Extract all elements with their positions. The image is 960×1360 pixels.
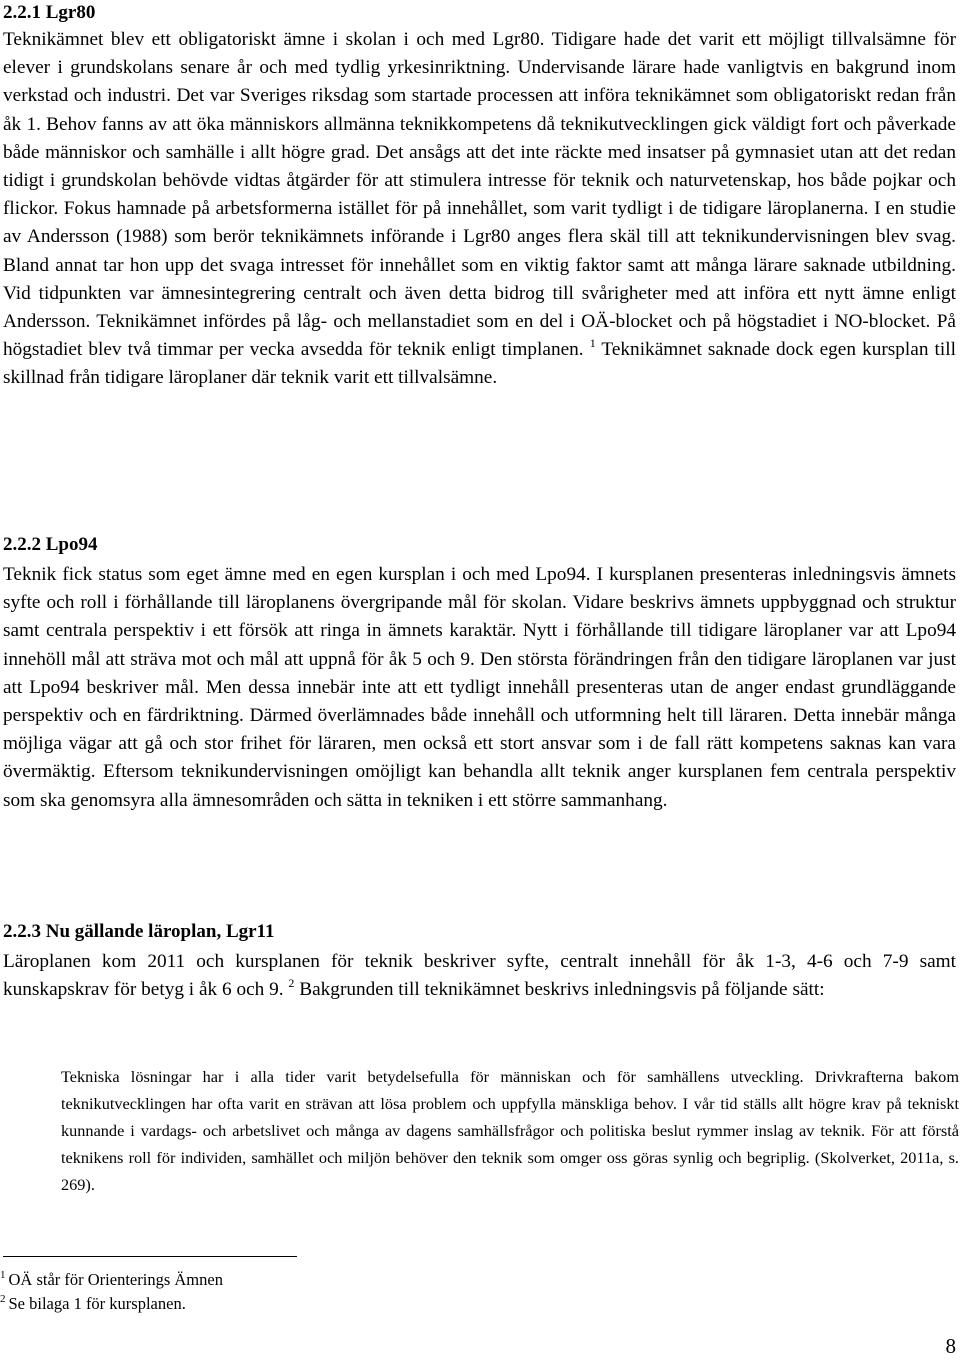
page-number: 8 <box>945 1334 956 1358</box>
footnotes <box>0 1268 223 1316</box>
block-quote: Tekniska lösningar har i alla tider varit betydelsefulla för människan och för samhällens utveckling. Drivkrafterna bakom teknikutvecklingen har ofta varit en strävan att lösa problem och uppfylla mänskliga behov. I vår tid ställs allt högre krav på tekniskt kunnande i vardags- och arbetslivet och många av dagens samhällsfrågor och politiska beslut rymmer inslag av teknik. För att förstå teknikens roll för individen, samhället och miljön behöver den teknik som omger oss göras synlig och begriplig. (Skolverket, 2011a, s. 269). <box>61 1067 959 1194</box>
section-heading-lpo94: 2.2.2 Lpo94 <box>3 534 98 555</box>
footnote-ref[interactable]: 1 <box>589 336 596 351</box>
body-text-part: Läroplanen kom 2011 och kursplanen för teknik beskriver syfte, centralt innehåll för åk 1-3, 4-6 och 7-9 samt kunskapskrav för betyg i åk 6 och 9. <box>3 951 956 1001</box>
section-body-lpo94: Teknik fick status som eget ämne med en egen kursplan i och med Lpo94. I kursplanen presenteras inledningsvis ämnets syfte och roll i förhållande till läroplanens övergripande mål för skolan. Vidare beskrivs ämnets uppbyggnad och struktur samt centrala perspektiv i ett försök att ringa in ämnets karaktär. Nytt i förhållande till tidigare läroplaner var att Lpo94 innehöll mål att sträva mot och mål att uppnå för åk 5 och 9. Den största förändringen från den tidigare läroplanen var just att Lpo94 beskriver mål. Men dessa innebär inte att ett tydligt innehåll presenteras utan de anger endast grundläggande perspektiv och en färdriktning. Därmed överlämnades både innehåll och utformning helt till läraren. Detta innebär många möjliga vägar att gå och stor frihet för läraren, men också ett stort ansvar som i de fall rätt kompetens saknas kan vara övermäktig. Eftersom teknikundervisningen omöjligt kan behandla allt teknik anger kursplanen fem centrala perspektiv som ska genomsyra alla ämnesområden och sätta in tekniken i ett större sammanhang. <box>3 564 956 811</box>
footnote-item <box>0 1268 223 1292</box>
section-body-lgr80 <box>3 26 956 393</box>
footnote-number: 1 <box>0 1269 6 1281</box>
body-text-part: Teknikämnet saknade dock egen kursplan till skillnad från tidigare läroplaner där teknik varit ett tillvalsämne. <box>3 339 956 389</box>
footnote-text: OÄ står för Orienterings Ämnen <box>8 1270 223 1289</box>
body-text-part: Teknikämnet blev ett obligatoriskt ämne i skolan i och med Lgr80. Tidigare hade det varit ett möjligt tillvalsämne för elever i grundskolans senare år och med tydlig yrkesinriktning. Undervisande lärare hade vanligtvis en bakgrund inom verkstad och industri. Det var Sveriges riksdag som startade processen att införa teknikämnet som obligatoriskt redan från åk 1. Behov fanns av att öka människors allmänna teknikkompetens då teknikutvecklingen gick väldigt fort och påverkade både människor och samhälle i allt högre grad. Det ansågs att det inte räckte med insatser på gymnasiet utan att det redan tidigt i grundskolan behövde vidtas åtgärder för att stimulera intresse för teknik och naturvetenskap, hos både pojkar och flickor. Fokus hamnade på arbetsformerna istället för på innehållet, som varit tydligt i de tidigare läroplanerna. I en studie av Andersson (1988) som berör teknikämnets införande i Lgr80 anges flera skäl till att teknikundervisningen blev svag. Bland annat tar hon upp det svaga intresset för innehållet som en viktig faktor samt att många lärare saknade utbildning. Vid tidpunkten var ämnesintegrering centralt och även detta bidrog till svårigheter med att införa ett nytt ämne enligt Andersson. Teknikämnet infördes på låg- och mellanstadiet som en del i OÄ-blocket och på högstadiet i NO-blocket. På högstadiet blev två timmar per vecka avsedda för teknik enligt timplanen. <box>3 29 956 361</box>
section-heading-lgr80: 2.2.1 Lgr80 <box>3 2 96 23</box>
footnote-number: 2 <box>0 1293 6 1305</box>
section-heading-lgr11: 2.2.3 Nu gällande läroplan, Lgr11 <box>3 921 275 942</box>
footnote-item <box>0 1292 223 1316</box>
footnote-divider <box>3 1256 297 1257</box>
body-text-part: Bakgrunden till teknikämnet beskrivs inledningsvis på följande sätt: <box>299 979 825 1001</box>
section-body-lgr11 <box>3 948 956 1004</box>
footnote-ref[interactable]: 2 <box>288 976 295 991</box>
footnote-text: Se bilaga 1 för kursplanen. <box>8 1294 186 1313</box>
